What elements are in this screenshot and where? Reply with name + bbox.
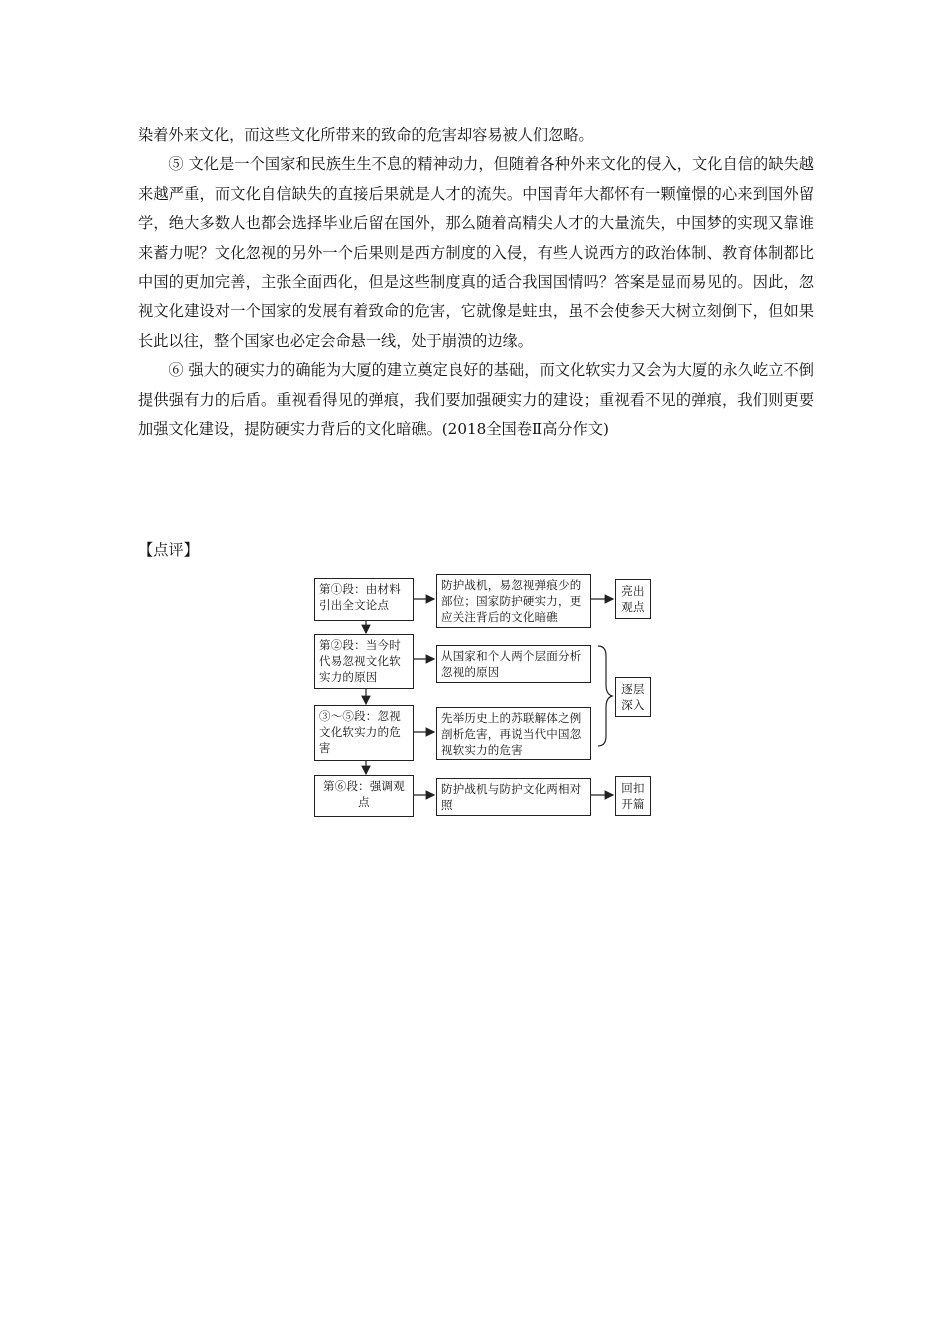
middle-box-4: 防护战机与防护文化两相对照 — [436, 778, 591, 816]
right-box-1: 亮出观点 — [615, 579, 651, 619]
middle-box-3: 先举历史上的苏联解体之例剖析危害，再说当代中国忽视软实力的危害 — [436, 707, 591, 760]
left-box-2: 第②段：当今时代易忽视文化软实力的原因 — [314, 634, 414, 689]
review-heading: 【点评】 — [138, 541, 199, 559]
essay-body — [138, 121, 814, 444]
left-box-3: ③～⑤段：忽视文化软实力的危害 — [314, 705, 414, 761]
paragraph-continuation: 染着外来文化，而这些文化所带来的致命的危害却容易被人们忽略。 — [138, 126, 594, 144]
paragraph-5: ⑤ 文化是一个国家和民族生生不息的精神动力，但随着各种外来文化的侵入，文化自信的缺失越来越严重，而文化自信缺失的直接后果就是人才的流失。中国青年大都怀有一颗憧憬的心来到国外留学，绝大多数人也都会选择毕业后留在国外，那么随着高精尖人才的大量流失，中国梦的实现又靠谁来蓄力呢？文化忽视的另外一个后果则是西方制度的入侵，有些人说西方的政治体制、教育体制都比中国的更加完善，主张全面西化，但是这些制度真的适合我国国情吗？答案是显而易见的。因此，忽视文化建设对一个国家的发展有着致命的危害，它就像是蛀虫，虽不会使参天大树立刻倒下，但如果长此以往，整个国家也必定会命悬一线，处于崩溃的边缘。 — [138, 155, 814, 350]
right-box-3: 回扣开篇 — [615, 776, 651, 816]
middle-box-1: 防护战机，易忽视弹痕少的部位；国家防护硬实力，更应关注背后的文化暗礁 — [436, 574, 591, 628]
paragraph-6: ⑥ 强大的硬实力的确能为大厦的建立奠定良好的基础，而文化软实力又会为大厦的永久屹立不倒提供强有力的后盾。重视看得见的弹痕，我们要加强硬实力的建设；重视看不见的弹痕，我们则更要加强文化建设，提防硬实力背后的文化暗礁。(2018全国卷Ⅱ高分作文) — [138, 361, 814, 439]
left-box-1: 第①段：由材料引出全文论点 — [314, 578, 414, 621]
left-box-4: 第⑥段：强调观点 — [314, 775, 414, 817]
brace-shape — [598, 646, 612, 746]
middle-box-2: 从国家和个人两个层面分析忽视的原因 — [436, 645, 591, 683]
right-box-2: 逐层深入 — [615, 677, 651, 717]
